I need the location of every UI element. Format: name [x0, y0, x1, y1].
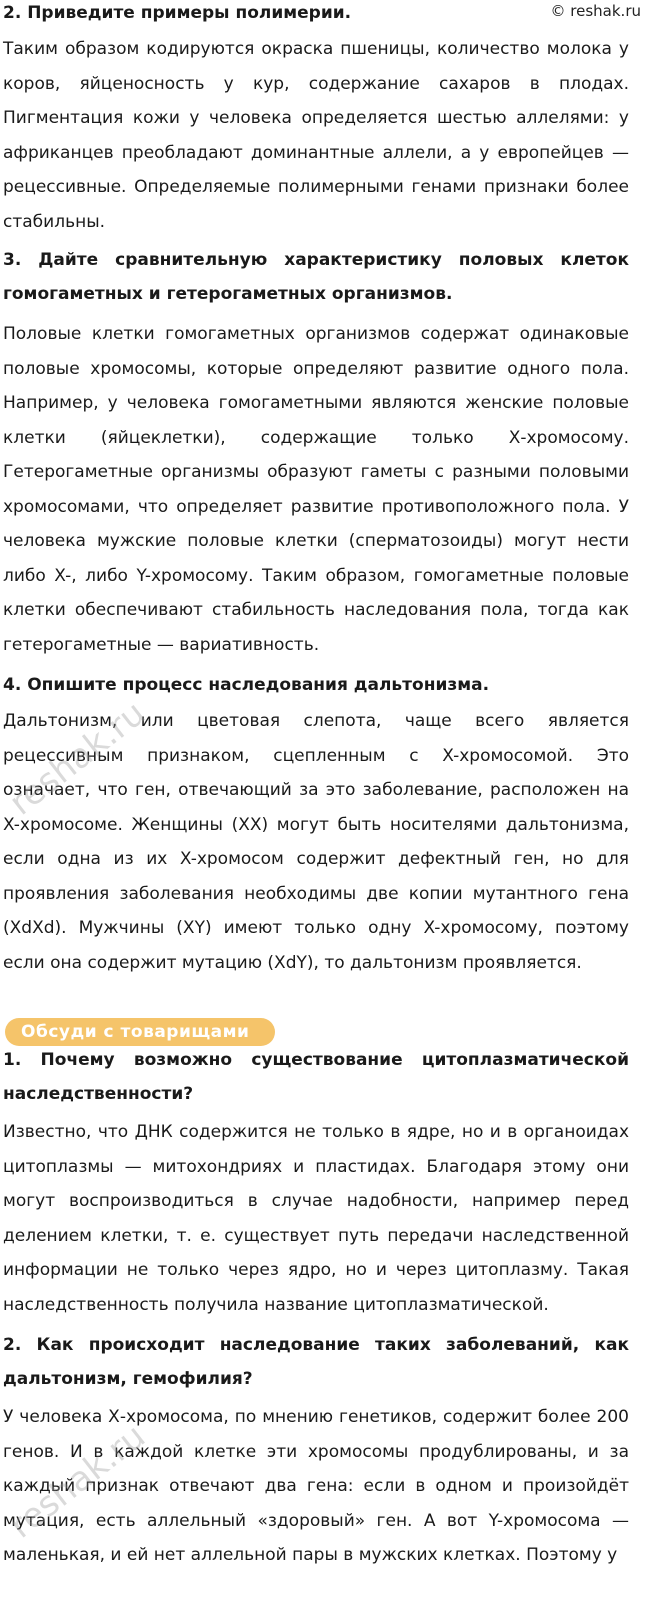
- discussion-2-answer: У человека Х-хромосома, по мнению генетиков, содержит более 200 генов. И в каждой клетке эти хромосомы продублированы, и за каждый признак отвечают два гена: если в одном и произойдёт мутация, есть аллельный «здоровый» ген. А вот Y-хромосома — маленькая, и ей нет аллельной пары в мужских клетках. Поэтому у: [3, 1407, 629, 1565]
- discussion-1-heading: 1. Почему возможно существование цитоплазматической наследственности?: [3, 1050, 629, 1104]
- discussion-2-heading: 2. Как происходит наследование таких заболеваний, как дальтонизм, гемофилия?: [3, 1335, 629, 1389]
- question-2-heading: 2. Приведите примеры полимерии.: [3, 3, 352, 23]
- question-4-answer: Дальтонизм, или цветовая слепота, чаще всего является рецессивным признаком, сцепленным с X-хромосомой. Это означает, что ген, отвечающий за это заболевание, расположен на X-хромосоме. Женщины (XX) могут быть носителями дальтонизма, если одна из их X-хромосом содержит дефектный ген, но для проявления заболевания необходимы две копии мутантного гена (XdXd). Мужчины (XY) имеют только одну X-хромосому, поэтому если она содержит мутацию (XdY), то дальтонизм проявляется.: [3, 711, 629, 973]
- watermark-2: reshak.ru: [2, 1416, 153, 1547]
- watermark-1: reshak.ru: [2, 693, 153, 824]
- copyright-label: © reshak.ru: [550, 2, 641, 20]
- discuss-badge: Обсуди с товарищами: [5, 1018, 275, 1046]
- question-3-answer: Половые клетки гомогаметных организмов содержат одинаковые половые хромосомы, которые определяют развитие одного пола. Например, у человека гомогаметными являются женские половые клетки (яйцеклетки), содержащие только Х-хромосому. Гетерогаметные организмы образуют гаметы с разными половыми хромосомами, что определяет развитие противоположного пола. У человека мужские половые клетки (сперматозоиды) могут нести либо X-, либо Y-хромосому. Таким образом, гомогаметные половые клетки обеспечивают стабильность наследования пола, тогда как гетерогаметные — вариативность.: [3, 324, 629, 655]
- question-3-heading: 3. Дайте сравнительную характеристику половых клеток гомогаметных и гетерогаметных организмов.: [3, 250, 629, 304]
- question-2-answer: Таким образом кодируются окраска пшеницы, количество молока у коров, яйценосность у кур, содержание сахаров в плодах. Пигментация кожи у человека определяется шестью аллелями: у африканцев преобладают доминантные аллели, а у европейцев — рецессивные. Определяемые полимерными генами признаки более стабильны.: [3, 39, 629, 232]
- question-4-heading: 4. Опишите процесс наследования дальтонизма.: [3, 675, 490, 695]
- discussion-1-answer: Известно, что ДНК содержится не только в ядре, но и в органоидах цитоплазмы — митохондриях и пластидах. Благодаря этому они могут воспроизводиться в случае надобности, например перед делением клетки, т. е. существует путь передачи наследственной информации не только через ядро, но и через цитоплазму. Такая наследственность получила название цитоплазматической.: [3, 1122, 629, 1315]
